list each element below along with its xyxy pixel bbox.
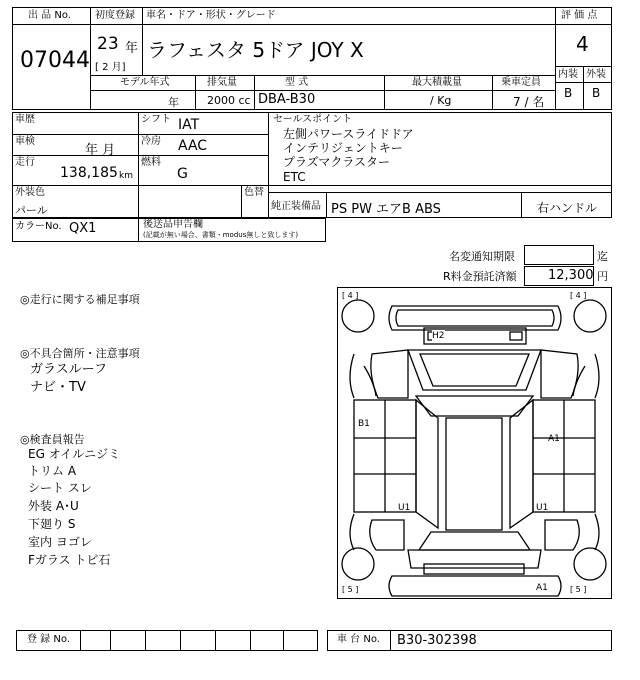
tire-rear-left-label: [ 5 ] [342,585,359,594]
history-label: 車歴 [15,114,35,125]
recycle-label: R料金預託済額 [443,270,517,283]
type-label: 型 式 [285,77,309,88]
color-label: 外装色 [15,187,45,198]
fuel-label: 燃料 [141,157,161,168]
car-name: ラフェスタ 5ドア JOY X [147,38,364,62]
sales-point-1: 左側パワースライドドア [283,127,414,141]
ac-label: 冷房 [141,136,161,147]
exterior-label: 外装 [586,69,606,80]
model-type: DBA-B30 [258,92,316,107]
sales-point-3: プラズマクラスター [283,155,391,169]
mileage-label: 走行 [15,157,35,168]
tire-rear-right-label: [ 5 ] [570,585,587,594]
shift-value: IAT [178,117,200,133]
transfer-deadline-box [524,245,594,265]
inspector-note-3: シート スレ [28,481,92,495]
tire-front-left-label: [ 4 ] [342,291,359,300]
car-name-label: 車名・ドア・形状・グレード [146,10,276,21]
max-load-label: 最大積載量 [412,77,462,88]
first-reg-year: 23 [97,34,119,54]
lot-label: 出 品 No. [28,10,71,21]
displacement: 2000 cc [207,94,251,107]
model-year-label: モデル年式 [120,77,170,88]
mileage-unit: km [119,171,133,181]
interior-grade: B [564,86,573,100]
recolor-label: 色替 [244,187,264,198]
inspector-title: ◎検査員報告 [20,433,85,446]
recycle-unit: 円 [597,270,608,283]
displacement-label: 排気量 [207,77,237,88]
sales-point-label: セールスポイント [273,114,353,125]
inspector-note-7: Fガラス トビ石 [28,553,111,567]
car-outline-svg [338,288,611,598]
registration-label: 登 録 No. [27,634,70,645]
sales-point-4: ETC [283,170,306,184]
color-no-label: カラーNo. [15,221,62,232]
damage-h2: H2 [432,331,445,341]
post-label: 後送品申告欄 [143,219,203,230]
driving-notes-title: ◎走行に関する補足事項 [20,293,140,306]
interior-label: 内装 [558,69,578,80]
score-label: 評 価 点 [561,10,598,21]
tire-front-right-label: [ 4 ] [570,291,587,300]
recycle-value: 12,300 [548,268,594,283]
chassis-number: B30-302398 [397,633,477,648]
steering-value: 右ハンドル [537,201,598,215]
defect-1: ガラスルーフ [30,362,107,377]
shaken-label: 車検 [15,136,35,147]
lot-number: 07044 [20,48,90,73]
defect-2: ナビ・TV [30,380,86,395]
overall-score: 4 [576,32,589,56]
options-label: 純正装備品 [271,201,321,212]
ac-value: AAC [178,138,208,154]
car-diagram [337,287,612,599]
transfer-deadline-label: 名変通知期限 [449,250,515,263]
damage-a1-bottom: A1 [536,583,548,593]
mileage: 138,185 [60,165,118,181]
post-note: (記載が無い場合、書類・modus無しと致します) [143,231,299,239]
inspector-note-5: 下廻り S [28,517,76,531]
max-load: / Kg [430,94,452,107]
model-year-unit: 年 [168,96,179,109]
first-reg-month: [ 2 月] [95,62,126,73]
inspector-note-1: EG オイルニジミ [28,447,121,461]
capacity-label: 乗車定員 [501,77,541,88]
shaken-value: 年 月 [85,143,116,158]
damage-u1-left: U1 [398,503,411,513]
sales-point-2: インテリジェントキー [283,141,403,155]
color-no-value: QX1 [69,221,97,236]
shift-label: シフト [141,114,171,125]
fuel-value: G [177,166,188,182]
damage-a1-right: A1 [548,434,560,444]
damage-u1-right: U1 [536,503,549,513]
color-value: パール [15,204,48,217]
inspector-note-6: 室内 ヨゴレ [28,535,92,549]
exterior-grade: B [592,86,601,100]
transfer-deadline-unit: 迄 [597,250,608,263]
inspector-note-4: 外装 A･U [28,499,79,513]
defects-title: ◎不具合箇所・注意事項 [20,347,140,360]
options-value: PS PW エアB ABS [331,202,441,217]
inspector-note-2: トリム A [28,464,77,478]
first-reg-year-unit: 年 [125,41,139,56]
chassis-label: 車 台 No. [337,634,380,645]
damage-b1: B1 [358,419,370,429]
capacity: 7 / 名 [513,95,545,109]
first-reg-label: 初度登録 [95,10,135,21]
